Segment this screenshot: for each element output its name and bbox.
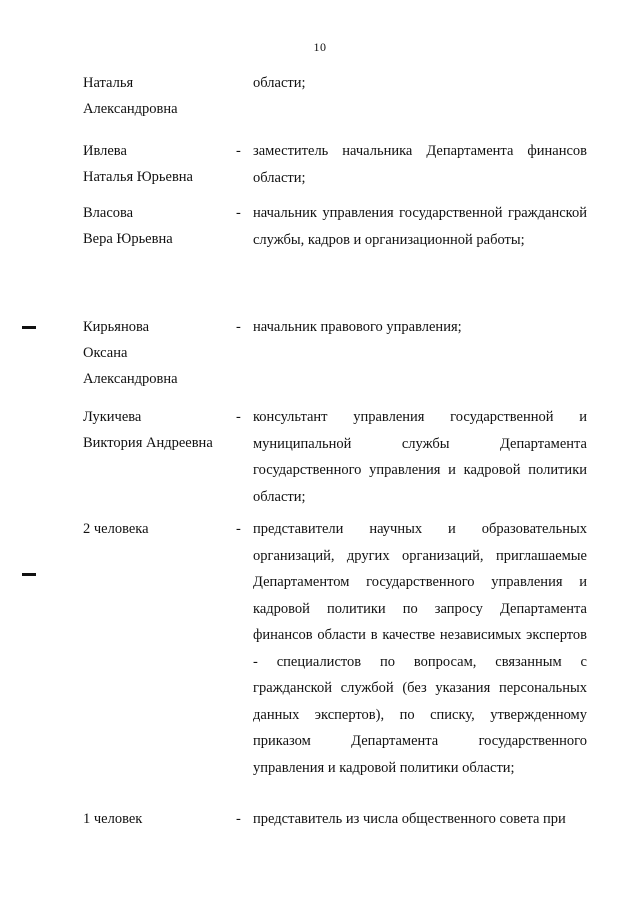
name-line: 1 человек	[83, 811, 143, 827]
name-line: Власова	[83, 205, 134, 221]
member-role: заместитель начальника Департамента финансов области;	[253, 143, 587, 186]
dash-separator: -	[236, 409, 241, 425]
member-role: начальник управления государственной гражданской службы, кадров и организационной работы;	[253, 205, 587, 248]
member-name	[83, 138, 233, 190]
name-line: Ивлева	[83, 143, 127, 159]
member-name	[83, 516, 233, 542]
dash-separator: -	[236, 811, 241, 827]
name-line: Кирьянова	[83, 319, 150, 335]
member-name	[83, 70, 233, 122]
member-role: области;	[253, 75, 306, 91]
margin-mark	[22, 573, 36, 576]
member-name	[83, 200, 233, 252]
name-line: Александровна	[83, 101, 178, 117]
dash-separator: -	[236, 319, 241, 335]
member-role: представитель из числа общественного совета при	[253, 811, 566, 827]
member-name	[83, 806, 233, 832]
member-name	[83, 314, 233, 392]
name-line: Александровна	[83, 371, 178, 387]
margin-mark	[22, 326, 36, 329]
member-name	[83, 404, 233, 456]
name-line: 2 человека	[83, 521, 149, 537]
dash-separator: -	[236, 143, 241, 159]
member-role: консультант управления государственной и муниципальной службы Департамента государственного управления и кадровой политики области;	[253, 409, 587, 505]
member-role: начальник правового управления;	[253, 319, 462, 335]
dash-separator: -	[236, 205, 241, 221]
dash-separator: -	[236, 521, 241, 537]
name-line: Наталья Юрьевна	[83, 169, 193, 185]
member-role: представители научных и образовательных организаций, других организаций, приглашаемые Департаментом государственного управления и кадровой политики по запросу Департамента финансов области в качестве независимых экспертов - специалистов по вопросам, связанным с гражданской службой (без указания персональных данных экспертов), по списку, утвержденному приказом Департамента государственного управления и кадровой политики области;	[253, 521, 587, 776]
name-line: Наталья	[83, 75, 134, 91]
name-line: Вера Юрьевна	[83, 231, 173, 247]
name-line: Виктория Андреевна	[83, 435, 213, 451]
page-number: 10	[313, 40, 327, 54]
name-line: Лукичева	[83, 409, 142, 425]
name-line: Оксана	[83, 345, 128, 361]
